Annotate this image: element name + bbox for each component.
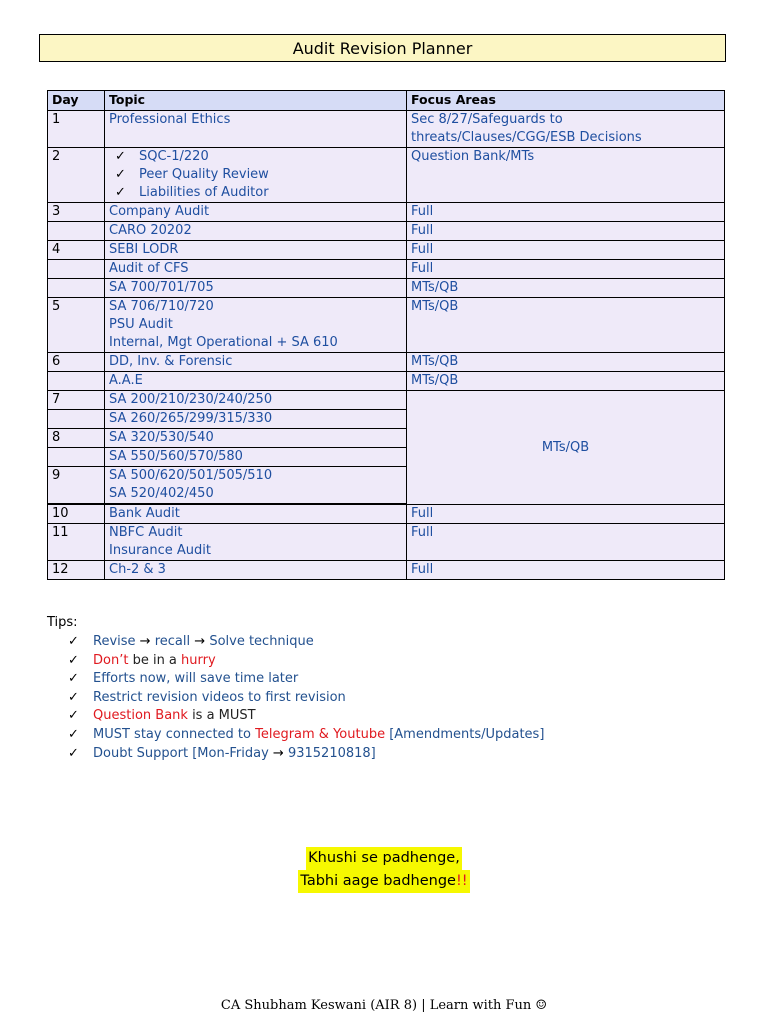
topic-cell (105, 467, 407, 504)
header-day: Day (48, 91, 105, 111)
focus-cell: MTs/QB (407, 372, 725, 391)
table-row (48, 241, 725, 260)
smiley-icon: ☺ (535, 998, 548, 1013)
planner-table (47, 90, 725, 580)
checklist-item-label: Liabilities of Auditor (139, 185, 269, 200)
day-cell: 6 (48, 353, 105, 372)
topic-cell: CARO 20202 (105, 222, 407, 241)
tip-emphasis: Question Bank (93, 708, 188, 724)
focus-cell-merged: MTs/QB (407, 391, 725, 505)
topic-cell: Company Audit (105, 203, 407, 222)
arrow-icon: → (194, 634, 206, 649)
day-cell (48, 260, 105, 279)
focus-cell: MTs/QB (407, 353, 725, 372)
topic-line: SA 706/710/720 (109, 299, 214, 314)
checklist-item (115, 148, 402, 166)
focus-cell: Full (407, 260, 725, 279)
day-cell (48, 410, 105, 429)
topic-cell: Bank Audit (105, 505, 407, 524)
tip-item (68, 707, 544, 726)
header-topic: Topic (105, 91, 407, 111)
day-cell (48, 448, 105, 467)
tip-text: Revise (93, 634, 136, 649)
table-row (48, 279, 725, 298)
topic-cell: Ch-2 & 3 (105, 561, 407, 580)
topic-cell: SA 550/560/570/580 (105, 448, 407, 467)
tip-item (68, 726, 544, 745)
table-row (48, 561, 725, 580)
checklist-item (115, 166, 402, 184)
day-cell: 4 (48, 241, 105, 260)
day-cell: 11 (48, 524, 105, 561)
arrow-icon: → (272, 745, 284, 761)
focus-cell: Full (407, 203, 725, 222)
tip-item (68, 670, 544, 689)
table-row (48, 260, 725, 279)
tip-text: recall (154, 634, 191, 649)
day-cell: 5 (48, 298, 105, 353)
topic-checklist (109, 148, 402, 202)
topic-cell: SEBI LODR (105, 241, 407, 260)
focus-cell: Full (407, 241, 725, 260)
topic-line: SA 520/402/450 (109, 486, 214, 501)
table-row (48, 222, 725, 241)
focus-cell: Full (407, 222, 725, 241)
motto-line-1: Khushi se padhenge, (306, 847, 462, 870)
check-icon: ✓ (115, 167, 126, 182)
tip-emphasis: Don’t (93, 652, 129, 668)
topic-cell: A.A.E (105, 372, 407, 391)
focus-cell: Full (407, 505, 725, 524)
focus-line: Sec 8/27/Safeguards to (411, 112, 563, 127)
check-icon: ✓ (68, 634, 79, 649)
table-row (48, 372, 725, 391)
page-title: Audit Revision Planner (292, 38, 473, 58)
day-cell (48, 222, 105, 241)
day-cell (48, 279, 105, 298)
day-cell: 1 (48, 111, 105, 148)
tip-text: Solve technique (209, 634, 314, 649)
day-cell: 3 (48, 203, 105, 222)
tip-text: Restrict revision videos to first revision (93, 689, 346, 705)
table-row (48, 353, 725, 372)
check-icon: ✓ (115, 149, 126, 164)
topic-cell: SA 260/265/299/315/330 (105, 410, 407, 429)
check-icon: ✓ (68, 726, 79, 742)
check-icon: ✓ (68, 689, 79, 705)
check-icon: ✓ (115, 185, 126, 200)
tip-item (68, 689, 544, 708)
table-row (48, 111, 725, 148)
topic-cell: SA 320/530/540 (105, 429, 407, 448)
topic-cell: SA 200/210/230/240/250 (105, 391, 407, 410)
motto-line-2 (298, 870, 469, 893)
tip-item (68, 745, 544, 764)
motto-line-2-text: Tabhi aage badhenge (300, 873, 456, 889)
day-cell (48, 372, 105, 391)
day-cell: 9 (48, 467, 105, 504)
tip-item (68, 633, 544, 652)
tip-text: Efforts now, will save time later (93, 671, 299, 687)
table-row (48, 298, 725, 353)
focus-cell: Full (407, 561, 725, 580)
footer-text: CA Shubham Keswani (AIR 8) | Learn with Fun (220, 998, 532, 1013)
tips-list (68, 633, 544, 763)
table-row (48, 391, 725, 410)
day-cell: 8 (48, 429, 105, 448)
page-footer (0, 998, 768, 1013)
tip-emphasis: Telegram & Youtube (255, 726, 386, 742)
focus-cell: MTs/QB (407, 279, 725, 298)
topic-cell: SA 700/701/705 (105, 279, 407, 298)
arrow-icon: → (139, 634, 151, 649)
topic-cell: Professional Ethics (105, 111, 407, 148)
checklist-item (115, 184, 402, 202)
topic-line: SA 500/620/501/505/510 (109, 468, 273, 483)
day-cell: 2 (48, 148, 105, 203)
tip-text: is a MUST (187, 708, 256, 724)
day-cell: 7 (48, 391, 105, 410)
table-header-row (48, 91, 725, 111)
topic-cell (105, 524, 407, 561)
topic-cell: Audit of CFS (105, 260, 407, 279)
focus-cell: MTs/QB (407, 298, 725, 353)
topic-cell: DD, Inv. & Forensic (105, 353, 407, 372)
focus-cell: Full (407, 524, 725, 561)
tips-heading: Tips: (47, 615, 78, 630)
topic-cell (105, 148, 407, 203)
table-row (48, 148, 725, 203)
topic-line: PSU Audit (109, 317, 173, 332)
tip-item (68, 652, 544, 671)
tip-text: Doubt Support [Mon-Friday (93, 745, 269, 761)
day-cell: 12 (48, 561, 105, 580)
table-row (48, 505, 725, 524)
topic-cell (105, 298, 407, 353)
check-icon: ✓ (68, 652, 79, 668)
table-row (48, 524, 725, 561)
focus-cell (407, 111, 725, 148)
tip-emphasis: hurry (181, 652, 216, 668)
tip-text: MUST stay connected to (93, 726, 256, 742)
tip-text: 9315210818] (287, 745, 376, 761)
check-icon: ✓ (68, 708, 79, 724)
check-icon: ✓ (68, 745, 79, 761)
day-cell: 10 (48, 505, 105, 524)
tip-text: be in a (128, 652, 182, 668)
topic-line: NBFC Audit (109, 525, 183, 540)
checklist-item-label: Peer Quality Review (139, 167, 269, 182)
page-title-box (39, 34, 726, 62)
topic-line: Internal, Mgt Operational + SA 610 (109, 335, 338, 350)
motto (0, 847, 768, 893)
table-row (48, 203, 725, 222)
check-icon: ✓ (68, 671, 79, 687)
header-focus: Focus Areas (407, 91, 725, 111)
focus-cell: Question Bank/MTs (407, 148, 725, 203)
topic-line: Insurance Audit (109, 543, 212, 558)
tip-text: [Amendments/Updates] (385, 726, 545, 742)
motto-exclamation: !! (455, 873, 468, 889)
checklist-item-label: SQC-1/220 (139, 149, 209, 164)
focus-line: threats/Clauses/CGG/ESB Decisions (411, 130, 642, 145)
